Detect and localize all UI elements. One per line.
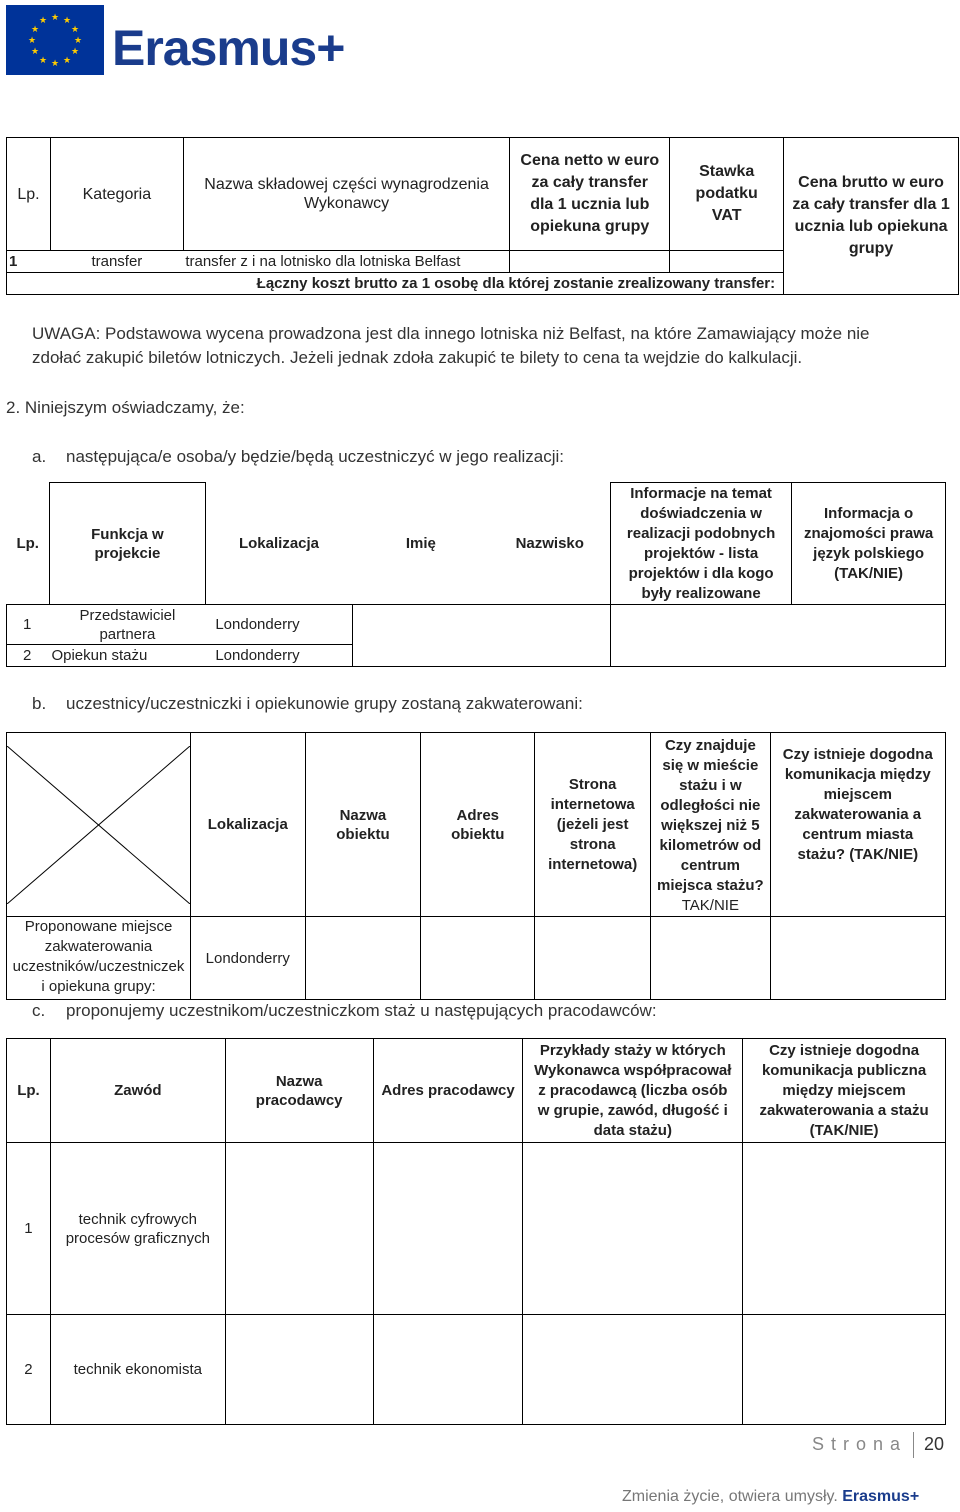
row-lp: 1	[7, 1143, 51, 1315]
row-empty	[225, 1143, 373, 1315]
header-lp: Lp.	[7, 483, 50, 605]
cross-lines	[7, 746, 190, 904]
header-adres-obiektu: Adres obiektu	[421, 733, 535, 917]
section-b-text: uczestnicy/uczestniczki i opiekunowie grupy zostaną zakwaterowani:	[66, 694, 583, 713]
row-lokalizacja: Londonderry	[205, 605, 352, 645]
header-odleglosc	[651, 733, 770, 917]
row-zawod: technik cyfrowych procesów graficznych	[50, 1143, 225, 1315]
section-c-text: proponujemy uczestnikom/uczestniczkom staż u następujących pracodawców:	[66, 1001, 657, 1020]
row-lp: 1	[7, 605, 50, 645]
header-lokalizacja: Lokalizacja	[191, 733, 306, 917]
header-komunikacja: Czy istnieje dogodna komunikacja publiczna między miejscem zakwaterowania a stażu (TAK/NIE)	[743, 1039, 946, 1143]
table-row	[7, 917, 946, 1000]
header-kategoria: Kategoria	[50, 138, 183, 251]
uwaga-line2: zdołać zakupić biletów lotniczych. Jeżeli jednak zdoła zakupić te bilety to cena ta wejdzie do kalkulacji.	[32, 348, 803, 367]
row-empty	[651, 917, 770, 1000]
header-odleglosc-tak: TAK/NIE	[681, 897, 739, 914]
row-kategoria: transfer	[50, 251, 183, 273]
star-icon: ★	[63, 55, 72, 65]
row-lokalizacja: Londonderry	[191, 917, 306, 1000]
page-label: S t r o n a	[812, 1434, 902, 1454]
section-b-letter: b.	[32, 694, 47, 713]
row-lp: 2	[7, 645, 50, 667]
table-row	[7, 605, 946, 645]
table-row	[7, 1315, 946, 1425]
star-icon: ★	[39, 55, 48, 65]
row-empty	[352, 605, 610, 645]
row-empty	[523, 1143, 743, 1315]
header-informacje: Informacje na temat doświadczenia w realizacji podobnych projektów - lista projektów i dla kogo były realizowane	[610, 483, 791, 605]
star-icon: ★	[39, 15, 48, 25]
header-cena-brutto: Cena brutto w euro za cały transfer dla 1 ucznia lub opiekuna grupy	[784, 138, 959, 295]
total-row: Łączny koszt brutto za 1 osobę dla której zostanie zrealizowany transfer:	[7, 273, 784, 295]
row-empty	[225, 1315, 373, 1425]
star-icon: ★	[71, 24, 80, 34]
row-empty	[743, 1143, 946, 1315]
header-stawka: Stawka podatku VAT	[670, 138, 784, 251]
row-funkcja: Opiekun stażu	[49, 645, 205, 667]
erasmus-logo-text: Erasmus+	[112, 20, 345, 76]
row-empty	[373, 1315, 523, 1425]
transfer-price-table	[6, 137, 959, 295]
row-empty	[535, 917, 651, 1000]
header-jezyk: Informacja o znajomości prawa język polskiego (TAK/NIE)	[792, 483, 946, 605]
header-zawod: Zawód	[50, 1039, 225, 1143]
table-row	[7, 645, 946, 667]
diagonal-cell	[7, 733, 191, 917]
uwaga-line1: UWAGA: Podstawowa wycena prowadzona jest dla innego lotniska niż Belfast, na które Zamawiający może nie	[32, 324, 870, 343]
row-empty	[743, 1315, 946, 1425]
row-empty	[610, 645, 945, 667]
row-funkcja: Przedstawiciel partnera	[49, 605, 205, 645]
row-lokalizacja: Londonderry	[205, 645, 352, 667]
footer-brand: Erasmus+	[842, 1488, 920, 1505]
star-icon: ★	[71, 46, 80, 56]
row-empty	[373, 1143, 523, 1315]
employers-table	[6, 1038, 946, 1425]
footer-tagline: Zmienia życie, otwiera umysły.	[622, 1488, 838, 1505]
row-empty	[523, 1315, 743, 1425]
row-empty	[610, 605, 945, 645]
header-lp: Lp.	[7, 138, 51, 251]
star-icon: ★	[28, 35, 37, 45]
footer-tagline-wrap	[622, 1488, 919, 1506]
header-funkcja: Funkcja w projekcie	[49, 483, 205, 605]
star-icon: ★	[63, 15, 72, 25]
star-icon: ★	[51, 12, 60, 22]
row-empty	[352, 645, 610, 667]
section-2-heading: 2. Niniejszym oświadczamy, że:	[6, 398, 245, 417]
header-nazwa: Nazwa składowej części wynagrodzenia Wykonawcy	[183, 138, 510, 251]
row-lp: 1	[7, 251, 51, 273]
header-przyklady: Przykłady staży w których Wykonawca współpracował z pracodawcą (liczba osób w grupie, zawód, długość i data stażu)	[523, 1039, 743, 1143]
row-label: Proponowane miejsce zakwaterowania uczestników/uczestniczek i opiekuna grupy:	[7, 917, 191, 1000]
star-icon: ★	[74, 35, 83, 45]
page-separator	[913, 1432, 914, 1458]
star-icon: ★	[51, 58, 60, 68]
star-icon: ★	[31, 46, 40, 56]
star-icon: ★	[31, 24, 40, 34]
section-c-letter: c.	[32, 1001, 46, 1020]
header-nazwisko: Nazwisko	[490, 483, 611, 605]
row-empty	[305, 917, 421, 1000]
header-strona: Strona internetowa (jeżeli jest strona internetowa)	[535, 733, 651, 917]
row-cena-netto	[510, 251, 670, 273]
header-nazwa-obiektu: Nazwa obiektu	[305, 733, 421, 917]
row-empty	[421, 917, 535, 1000]
page-number: 20	[924, 1434, 945, 1454]
row-zawod: technik ekonomista	[50, 1315, 225, 1425]
staff-table	[6, 482, 946, 667]
row-lp: 2	[7, 1315, 51, 1425]
row-stawka	[670, 251, 784, 273]
section-a-letter: a.	[32, 447, 47, 466]
eu-flag-logo	[6, 5, 104, 75]
header-lp: Lp.	[7, 1039, 51, 1143]
header-adres-pracodawcy: Adres pracodawcy	[373, 1039, 523, 1143]
header-imie: Imię	[352, 483, 489, 605]
row-empty	[770, 917, 945, 1000]
header-lokalizacja: Lokalizacja	[205, 483, 352, 605]
row-nazwa: transfer z i na lotnisko dla lotniska Belfast	[183, 251, 510, 273]
section-a-text: następująca/e osoba/y będzie/będą uczestniczyć w jego realizacji:	[66, 447, 565, 466]
header-cena-netto: Cena netto w euro za cały transfer dla 1 ucznia lub opiekuna grupy	[510, 138, 670, 251]
table-row	[7, 1143, 946, 1315]
header-odleglosc-text: Czy znajduje się w mieście stażu i w odległości nie większej niż 5 kilometrów od centrum miejsca stażu?	[657, 737, 764, 894]
header-komunikacja: Czy istnieje dogodna komunikacja między miejscem zakwaterowania a centrum miasta stażu? (TAK/NIE)	[770, 733, 945, 917]
accommodation-table	[6, 732, 946, 1000]
header-nazwa-pracodawcy: Nazwa pracodawcy	[225, 1039, 373, 1143]
